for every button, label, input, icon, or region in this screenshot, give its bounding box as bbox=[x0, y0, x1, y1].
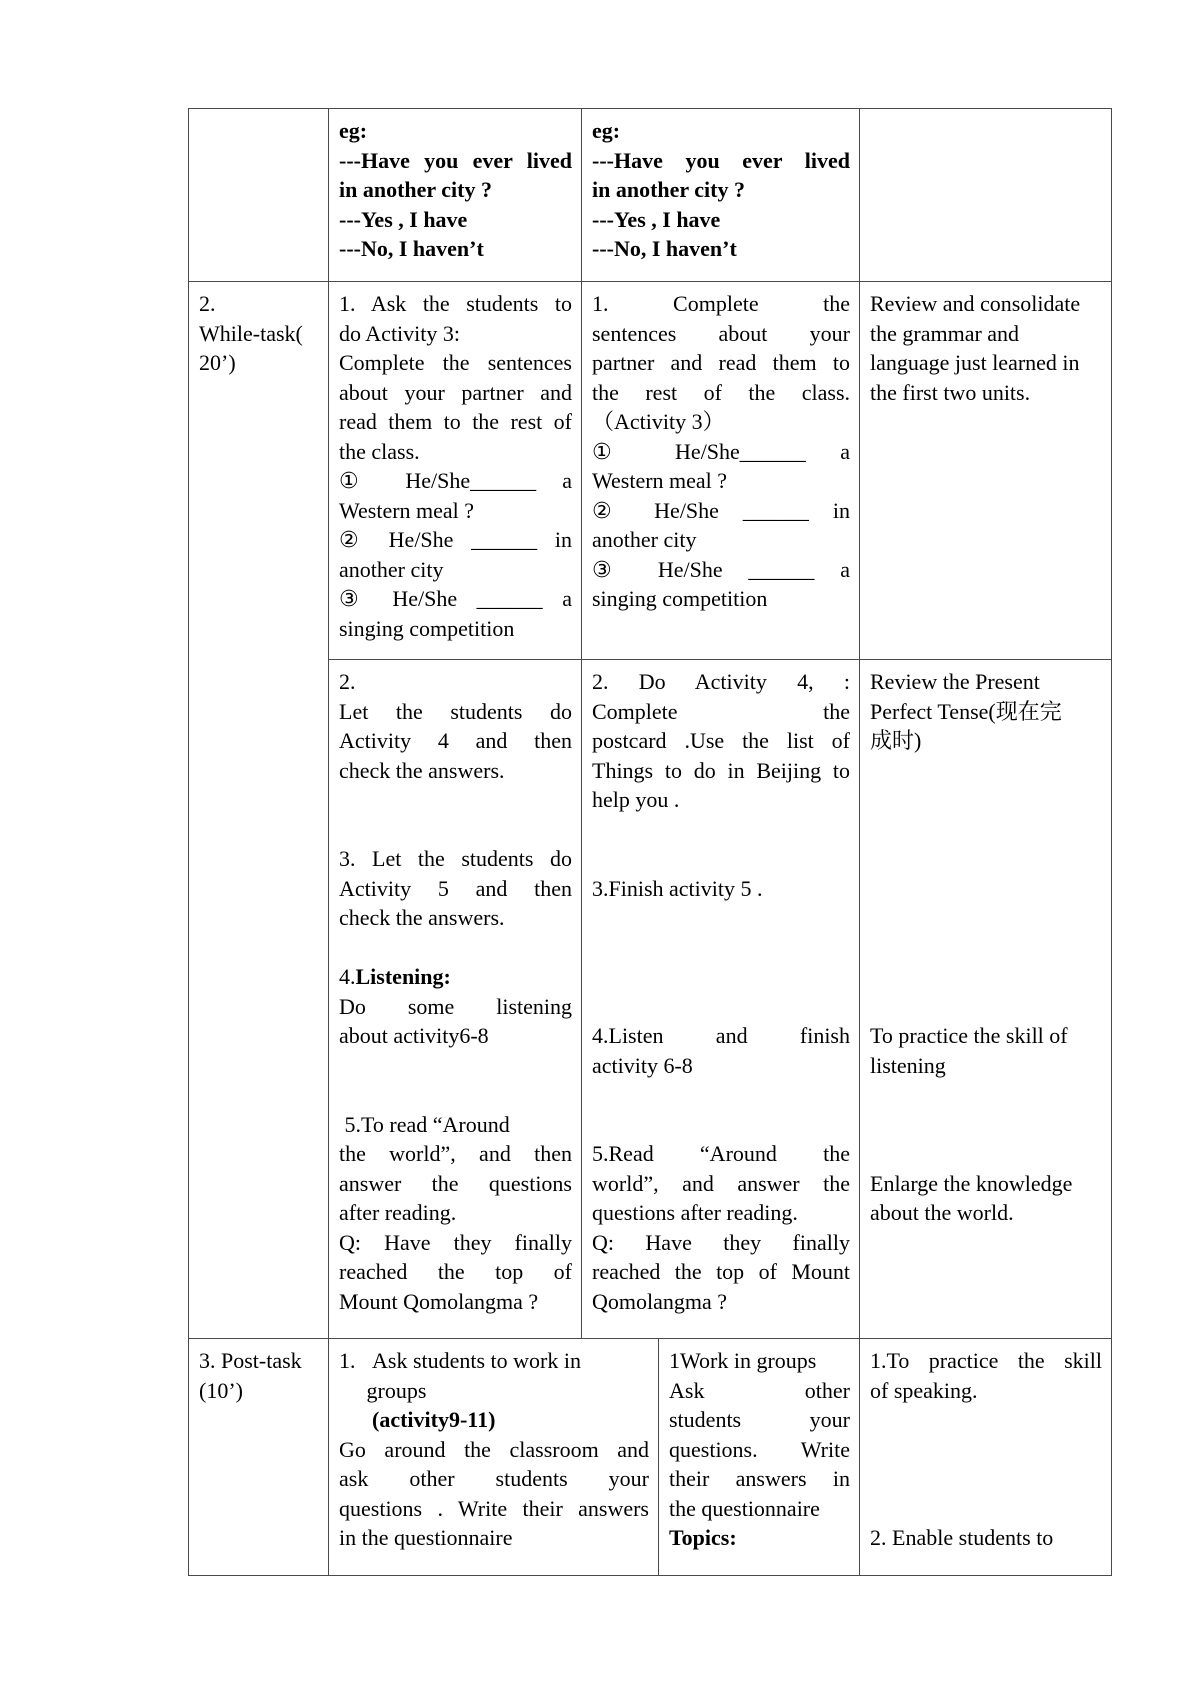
text-line: students your bbox=[669, 1407, 850, 1432]
text-line: Things to do in Beijing to bbox=[592, 757, 850, 783]
table-cell-r1c2 bbox=[328, 108, 582, 282]
text-line: listening bbox=[870, 1052, 946, 1078]
text-line bbox=[870, 1080, 1102, 1110]
text-line: in the questionnaire bbox=[339, 1525, 513, 1550]
text-line: sentences about your bbox=[592, 320, 850, 346]
text-line: singing competition bbox=[592, 586, 768, 611]
text-line: Review and consolidate bbox=[870, 291, 1081, 316]
text-line bbox=[870, 1405, 1102, 1435]
text-line: 1Work in groups bbox=[669, 1348, 817, 1373]
table-cell-r2c1 bbox=[188, 281, 329, 1339]
text-line: after reading. bbox=[339, 1200, 457, 1225]
text-line: (10’) bbox=[199, 1377, 243, 1403]
text-line: help you . bbox=[592, 787, 680, 812]
text-line: reached the top of Mount bbox=[592, 1259, 850, 1284]
text-line: about activity6-8 bbox=[339, 1023, 489, 1048]
text-line: their answers in bbox=[669, 1466, 850, 1491]
text-line: answer the questions bbox=[339, 1170, 572, 1196]
text-line: the first two units. bbox=[870, 379, 1031, 405]
table-cell-r2bc2 bbox=[328, 659, 582, 1339]
text-line: Western meal ? bbox=[339, 497, 475, 523]
text-line bbox=[339, 785, 572, 815]
text-line: Let the students do bbox=[339, 698, 572, 724]
text-line bbox=[592, 844, 850, 874]
text-line: ① He/She______ a bbox=[339, 468, 572, 493]
text-line: postcard .Use the list of bbox=[592, 728, 850, 753]
text-line: eg: bbox=[592, 118, 621, 143]
text-line bbox=[339, 933, 572, 963]
text-line: check the answers. bbox=[339, 757, 505, 783]
text-line: Mount Qomolangma ? bbox=[339, 1288, 539, 1314]
lesson-plan-table bbox=[188, 108, 1112, 1576]
text-line: （Activity 3） bbox=[592, 409, 725, 434]
text-line bbox=[339, 1051, 572, 1081]
text-line: ---No, I haven’t bbox=[339, 236, 484, 261]
text-line: another city bbox=[592, 527, 697, 552]
text-line: ---Have you ever lived bbox=[339, 147, 572, 173]
text-line bbox=[870, 992, 1102, 1022]
text-line: reached the top of bbox=[339, 1259, 572, 1284]
text-line: 20’) bbox=[199, 350, 236, 375]
text-line: Complete the bbox=[592, 698, 850, 724]
text-line bbox=[870, 756, 1102, 786]
text-line bbox=[870, 1139, 1102, 1169]
text-line: 成时) bbox=[870, 728, 922, 753]
text-line: 5.To read “Around bbox=[339, 1111, 510, 1137]
text-line bbox=[339, 962, 572, 992]
text-line bbox=[592, 815, 850, 845]
text-line bbox=[669, 1523, 850, 1553]
text-line: ③ He/She ______ a bbox=[592, 556, 850, 582]
text-line: Q: Have they finally bbox=[339, 1229, 572, 1255]
text-line: the world”, and then bbox=[339, 1141, 572, 1166]
table-cell-r3c4 bbox=[859, 1338, 1112, 1576]
text-line: 1.To practice the skill bbox=[870, 1348, 1102, 1373]
text-line bbox=[870, 785, 1102, 815]
text-line: Review the Present bbox=[870, 669, 1040, 694]
text-line: 2. Enable students to bbox=[870, 1525, 1054, 1550]
text-line: of speaking. bbox=[870, 1377, 978, 1403]
text-line: While-task( bbox=[199, 320, 303, 346]
text-line: Perfect Tense(现在完 bbox=[870, 698, 1062, 724]
text-line: 2. bbox=[339, 669, 356, 694]
text-line: 1. Ask students to work in bbox=[339, 1348, 581, 1373]
table-cell-r1c1 bbox=[188, 108, 329, 282]
text-line bbox=[870, 1464, 1102, 1494]
text-line bbox=[870, 962, 1102, 992]
text-line: Go around the classroom and bbox=[339, 1436, 649, 1462]
text-line: Qomolangma ? bbox=[592, 1288, 728, 1314]
text-line: Activity 4 and then bbox=[339, 728, 572, 753]
table-cell-r1c4 bbox=[859, 108, 1112, 282]
text-line: Q: Have they finally bbox=[592, 1229, 850, 1255]
bold-text: Topics: bbox=[669, 1525, 737, 1550]
text-line: about the world. bbox=[870, 1200, 1014, 1225]
text-line: check the answers. bbox=[339, 905, 505, 930]
table-cell-r3c2 bbox=[328, 1338, 659, 1576]
text-line bbox=[870, 933, 1102, 963]
table-cell-r2bc4 bbox=[859, 659, 1112, 1339]
text-line: do Activity 3: bbox=[339, 320, 460, 346]
text-line: the rest of the class. bbox=[592, 379, 850, 405]
text-line: eg: bbox=[339, 118, 368, 143]
text-line: questions after reading. bbox=[592, 1200, 798, 1225]
text-line: questions . Write their answers bbox=[339, 1495, 649, 1521]
text-line: activity 6-8 bbox=[592, 1052, 693, 1078]
text-line: 1. Ask the students to bbox=[339, 291, 572, 316]
text-line: ② He/She ______ in bbox=[339, 527, 572, 552]
text-line bbox=[870, 1110, 1102, 1140]
text-line bbox=[339, 1405, 649, 1435]
text-line: ---Yes , I have bbox=[592, 206, 721, 232]
text-line: groups bbox=[339, 1377, 427, 1403]
text: 4. bbox=[339, 964, 356, 989]
text-line: ③ He/She ______ a bbox=[339, 586, 572, 611]
text-line: about your partner and bbox=[339, 379, 572, 405]
text-line bbox=[870, 1435, 1102, 1465]
text-line: questions. Write bbox=[669, 1436, 850, 1462]
text-line: the questionnaire bbox=[669, 1495, 820, 1521]
text-line bbox=[592, 903, 850, 933]
text-line: the class. bbox=[339, 438, 420, 464]
table-cell-r2ac4 bbox=[859, 281, 1112, 660]
text-line: 2. Do Activity 4, : bbox=[592, 669, 850, 694]
text-line: 3. Post-task bbox=[199, 1348, 302, 1373]
table-cell-r2ac2 bbox=[328, 281, 582, 660]
text-line: 5.Read “Around the bbox=[592, 1141, 850, 1166]
text-line: Activity 5 and then bbox=[339, 875, 572, 901]
text-line: another city bbox=[339, 556, 444, 582]
text-line: ---Have you ever lived bbox=[592, 147, 850, 173]
text-line bbox=[870, 815, 1102, 845]
text-line: in another city ? bbox=[339, 177, 492, 202]
bold-text: (activity9-11) bbox=[372, 1407, 496, 1432]
text-line bbox=[592, 962, 850, 992]
text-line: 4.Listen and finish bbox=[592, 1023, 850, 1048]
text-line bbox=[592, 933, 850, 963]
text-line bbox=[870, 903, 1102, 933]
text-line: ---No, I haven’t bbox=[592, 236, 737, 261]
text-line: ② He/She ______ in bbox=[592, 497, 850, 523]
text-line: 3. Let the students do bbox=[339, 846, 572, 871]
table-cell-r3c1 bbox=[188, 1338, 329, 1576]
text-line: Ask other bbox=[669, 1377, 850, 1403]
text-line bbox=[592, 992, 850, 1022]
text-line bbox=[592, 1110, 850, 1140]
text-line: language just learned in bbox=[870, 350, 1080, 375]
text-line: Complete the sentences bbox=[339, 350, 572, 375]
text bbox=[339, 1407, 372, 1432]
text-line bbox=[339, 1080, 572, 1110]
text-line: To practice the skill of bbox=[870, 1023, 1068, 1048]
text-line: world”, and answer the bbox=[592, 1170, 850, 1196]
table-cell-r2bc3 bbox=[581, 659, 860, 1339]
text-line: ① He/She______ a bbox=[592, 438, 850, 464]
text-line: partner and read them to bbox=[592, 350, 850, 375]
text-line: ask other students your bbox=[339, 1466, 649, 1491]
table-cell-r3c3 bbox=[658, 1338, 860, 1576]
text-line: ---Yes , I have bbox=[339, 206, 468, 232]
bold-text: Listening: bbox=[355, 964, 451, 989]
text-line: in another city ? bbox=[592, 177, 745, 202]
text-line: 1. Complete the bbox=[592, 291, 850, 316]
text-line bbox=[339, 815, 572, 845]
text-line: read them to the rest of bbox=[339, 409, 572, 434]
text-line: Western meal ? bbox=[592, 468, 728, 493]
table-cell-r1c3 bbox=[581, 108, 860, 282]
text-line: Do some listening bbox=[339, 993, 572, 1019]
text-line bbox=[870, 874, 1102, 904]
table-cell-r2ac3 bbox=[581, 281, 860, 660]
text-line: 3.Finish activity 5 . bbox=[592, 875, 763, 901]
text-line bbox=[870, 1494, 1102, 1524]
text-line bbox=[870, 844, 1102, 874]
text-line: the grammar and bbox=[870, 320, 1020, 346]
text-line: singing competition bbox=[339, 615, 515, 641]
text-line: Enlarge the knowledge bbox=[870, 1170, 1073, 1196]
text-line bbox=[592, 1080, 850, 1110]
text-line: 2. bbox=[199, 291, 216, 316]
